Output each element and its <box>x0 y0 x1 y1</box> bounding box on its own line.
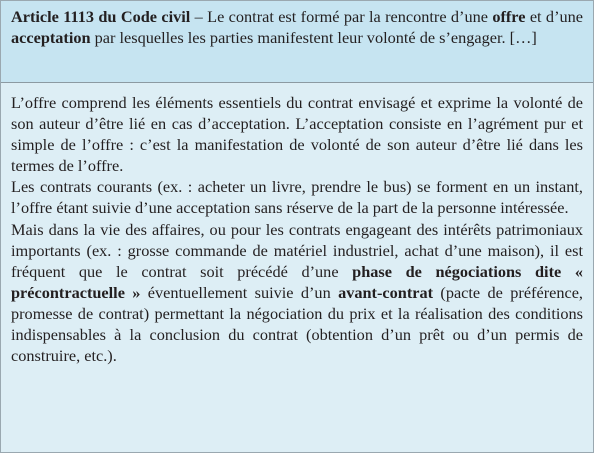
paragraph-3-text-2: éventuellement suivie d’un <box>140 282 339 302</box>
article-text-1: Le contrat est formé par la rencontre d’une <box>207 7 493 26</box>
article-text-2: et d’une <box>525 7 583 26</box>
article-quote <box>1 1 593 83</box>
paragraph-contrats-courants: Les contrats courants (ex. : acheter un livre, prendre le bus) se forment en un instant, l’offre étant suivie d’une acceptation sans réserve de la part de la personne intéressée. <box>11 177 583 218</box>
article-text-3: par lesquelles les parties manifestent leur volonté de s’engager. […] <box>90 28 537 48</box>
term-acceptation: acceptation <box>11 28 91 48</box>
paragraph-offre-acceptation: L’offre comprend les éléments essentiels du contrat envisagé et exprime la volonté de son auteur d’être lié en cas d’acceptation. L’acceptation consiste en l’agrément pur et simple de l’offre : c’est la manifestation de volonté de son auteur d’être lié dans les termes de l’offre. <box>11 93 583 176</box>
paragraph-3-text-3: (pacte de préférence, promesse de contrat) permettant la négociation du prix et la réalisation des conditions indispensables à la conclusion du contrat (obtention d’un prêt ou d’un permis de construire, etc.). <box>11 282 584 366</box>
article-reference: Article 1113 du Code civil <box>11 7 191 26</box>
term-offre: offre <box>492 7 526 26</box>
paragraph-3-text-1: Mais dans la vie des affaires, ou pour les contrats engageant des intérêts patrimoniaux importants (ex. : grosse commande de matériel industriel, achat d’une maison), il est fréquent que le contrat soit précédé d’une <box>11 219 583 281</box>
article-separator: – <box>190 7 208 26</box>
paragraph-vie-des-affaires <box>11 219 583 367</box>
article-paragraph <box>11 6 583 48</box>
term-phase-precontractuelle: phase de négociations dite « précontractuelle » <box>11 261 583 302</box>
term-avant-contrat: avant-contrat <box>338 282 434 302</box>
commentary <box>1 83 593 452</box>
